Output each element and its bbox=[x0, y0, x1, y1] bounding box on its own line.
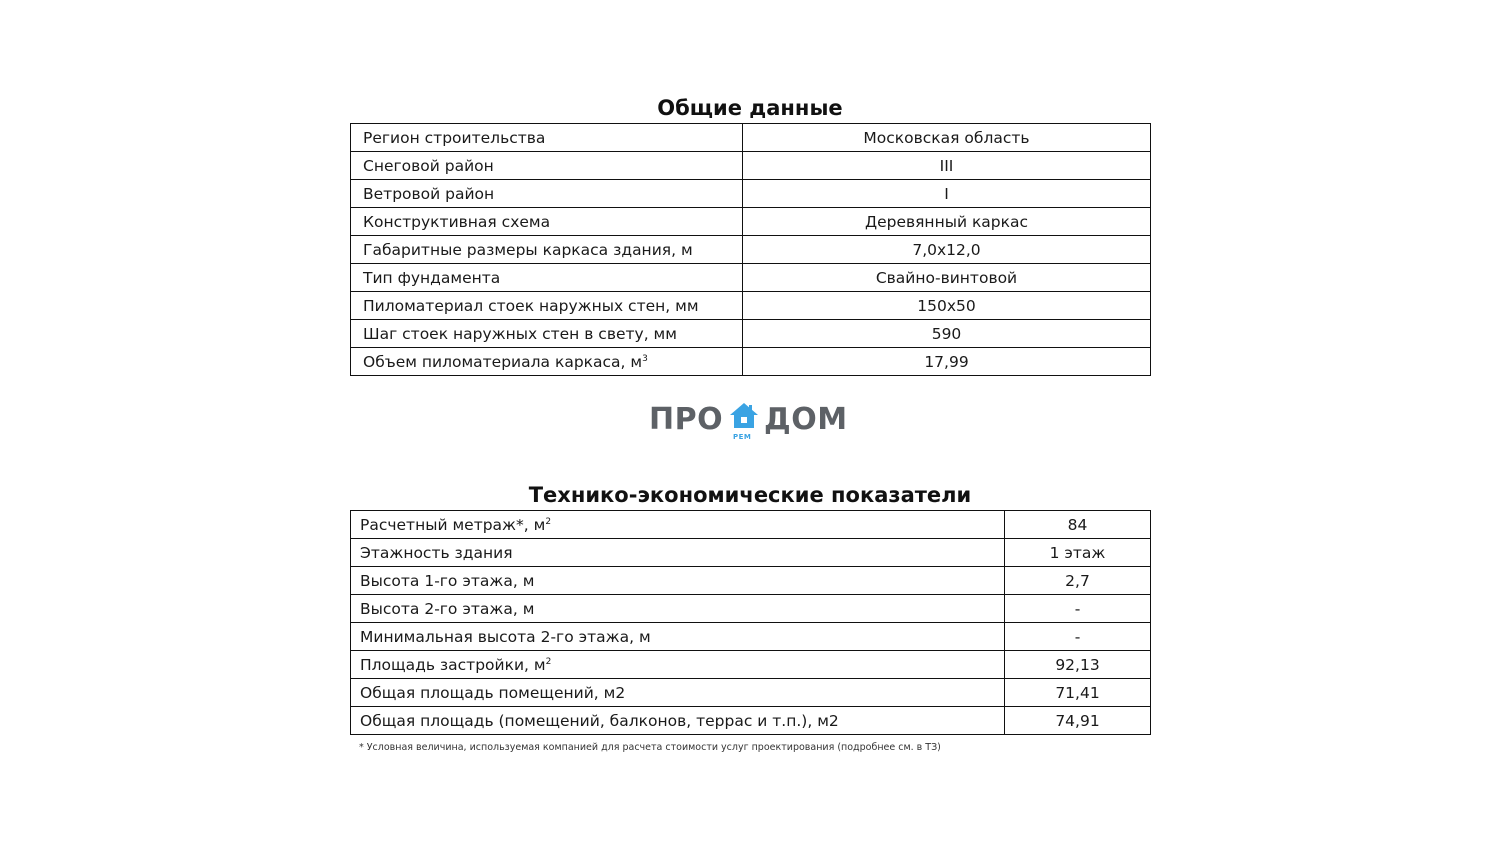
row-label-cell bbox=[351, 651, 1005, 679]
row-value: Деревянный каркас bbox=[743, 208, 1151, 236]
row-value: 1 этаж bbox=[1005, 539, 1151, 567]
row-label: Габаритные размеры каркаса здания, м bbox=[351, 236, 743, 264]
row-label: Ветровой район bbox=[351, 180, 743, 208]
table-row bbox=[351, 264, 1151, 292]
table-row bbox=[351, 623, 1151, 651]
table-row bbox=[351, 292, 1151, 320]
row-label: Общая площадь (помещений, балконов, террас и т.п.), м2 bbox=[351, 707, 1005, 735]
row-value: 74,91 bbox=[1005, 707, 1151, 735]
table-row bbox=[351, 539, 1151, 567]
row-label: Этажность здания bbox=[351, 539, 1005, 567]
row-value: 84 bbox=[1005, 511, 1151, 539]
house-icon bbox=[729, 402, 759, 430]
footnote: * Условная величина, используемая компанией для расчета стоимости услуг проектирования (подробнее см. в ТЗ) bbox=[359, 742, 941, 753]
logo-subtext: РЕМ bbox=[733, 433, 752, 441]
row-value: I bbox=[743, 180, 1151, 208]
table-row bbox=[351, 595, 1151, 623]
row-value: 92,13 bbox=[1005, 651, 1151, 679]
row-value: III bbox=[743, 152, 1151, 180]
row-label: Конструктивная схема bbox=[351, 208, 743, 236]
row-label: Площадь застройки, м bbox=[360, 655, 546, 674]
table-row bbox=[351, 124, 1151, 152]
row-value: 71,41 bbox=[1005, 679, 1151, 707]
row-label: Пиломатериал стоек наружных стен, мм bbox=[351, 292, 743, 320]
superscript: 2 bbox=[545, 516, 552, 527]
row-label: Снеговой район bbox=[351, 152, 743, 180]
row-label: Шаг стоек наружных стен в свету, мм bbox=[351, 320, 743, 348]
logo-text-left: ПРО bbox=[649, 402, 724, 437]
row-label: Регион строительства bbox=[351, 124, 743, 152]
row-value: - bbox=[1005, 623, 1151, 651]
row-label: Расчетный метраж*, м bbox=[360, 515, 546, 534]
table-row bbox=[351, 180, 1151, 208]
table-row bbox=[351, 152, 1151, 180]
row-label: Объем пиломатериала каркаса, м bbox=[363, 352, 643, 371]
row-value: 17,99 bbox=[743, 348, 1151, 376]
logo-text-right: ДОМ bbox=[764, 402, 848, 437]
row-value: 7,0х12,0 bbox=[743, 236, 1151, 264]
row-value: 590 bbox=[743, 320, 1151, 348]
table-row bbox=[351, 208, 1151, 236]
row-label: Минимальная высота 2-го этажа, м bbox=[351, 623, 1005, 651]
row-value: Московская область bbox=[743, 124, 1151, 152]
indicators-title: Технико-экономические показатели bbox=[528, 483, 972, 507]
superscript: 3 bbox=[642, 353, 648, 364]
table-row bbox=[351, 348, 1151, 376]
table-row bbox=[351, 679, 1151, 707]
row-value: Свайно-винтовой bbox=[743, 264, 1151, 292]
row-label: Высота 1-го этажа, м bbox=[351, 567, 1005, 595]
row-value: 150х50 bbox=[743, 292, 1151, 320]
indicators-table bbox=[350, 510, 1151, 735]
table-row bbox=[351, 567, 1151, 595]
superscript: 2 bbox=[545, 656, 552, 667]
row-label: Тип фундамента bbox=[351, 264, 743, 292]
table-row bbox=[351, 320, 1151, 348]
row-label-cell bbox=[351, 348, 743, 376]
row-value: - bbox=[1005, 595, 1151, 623]
table-row bbox=[351, 651, 1151, 679]
company-logo bbox=[649, 400, 851, 444]
general-data-title: Общие данные bbox=[657, 96, 843, 120]
row-label: Общая площадь помещений, м2 bbox=[351, 679, 1005, 707]
row-label: Высота 2-го этажа, м bbox=[351, 595, 1005, 623]
row-label-cell bbox=[351, 511, 1005, 539]
table-row bbox=[351, 511, 1151, 539]
row-value: 2,7 bbox=[1005, 567, 1151, 595]
table-row bbox=[351, 236, 1151, 264]
table-row bbox=[351, 707, 1151, 735]
general-data-table bbox=[350, 123, 1151, 376]
